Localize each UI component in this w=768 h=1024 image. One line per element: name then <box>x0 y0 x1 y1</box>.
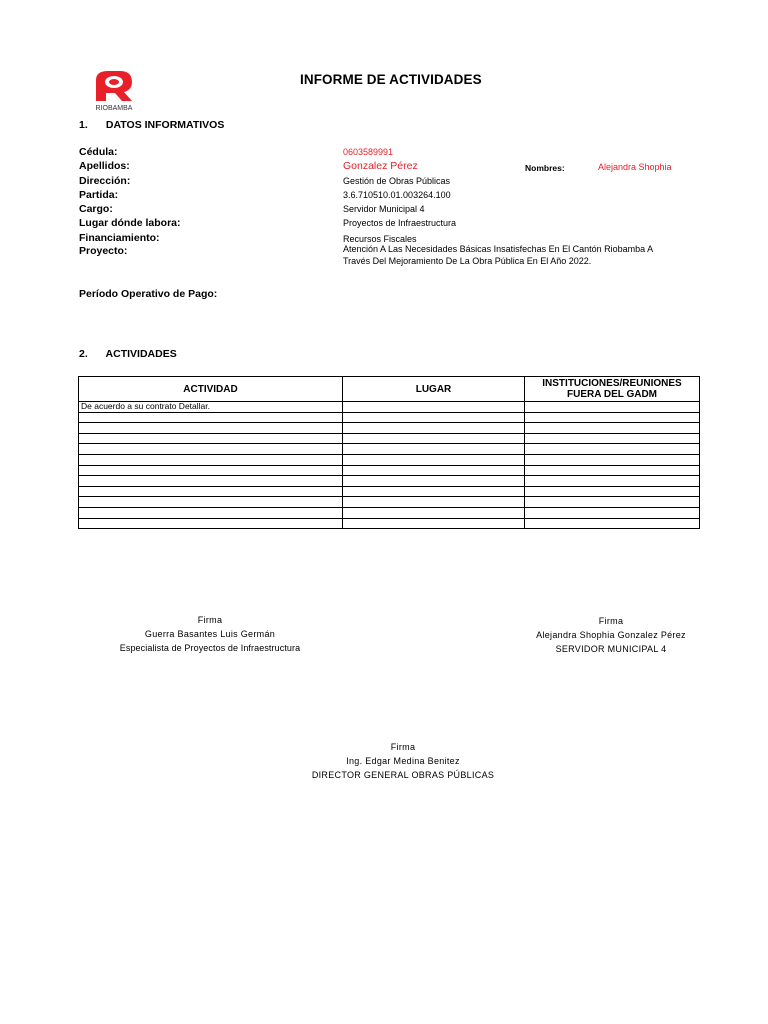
table-row <box>79 465 700 476</box>
financiamiento-value: Recursos Fiscales <box>343 234 417 244</box>
signer-role: Especialista de Proyectos de Infraestructura <box>119 643 301 653</box>
cell-actividad <box>79 433 343 444</box>
table-row <box>79 507 700 518</box>
cargo-value: Servidor Municipal 4 <box>343 204 425 214</box>
riobamba-logo <box>86 68 142 112</box>
cell-instituciones <box>525 465 700 476</box>
table-row <box>79 454 700 465</box>
cell-actividad <box>79 444 343 455</box>
firma-label: Firma <box>598 616 624 626</box>
cell-instituciones <box>525 518 700 529</box>
cell-lugar <box>343 433 525 444</box>
section-label: ACTIVIDADES <box>105 348 177 360</box>
signature-right <box>500 614 722 656</box>
cell-instituciones <box>525 486 700 497</box>
table-row <box>79 518 700 529</box>
cell-lugar <box>343 518 525 529</box>
proyecto-label: Proyecto: <box>79 245 128 257</box>
cell-lugar <box>343 465 525 476</box>
cargo-label: Cargo: <box>79 203 113 215</box>
header-actividad: ACTIVIDAD <box>79 377 343 402</box>
cell-instituciones <box>525 476 700 487</box>
apellidos-value: Gonzalez Pérez <box>343 160 418 172</box>
cell-instituciones <box>525 402 700 413</box>
table-row <box>79 433 700 444</box>
partida-label: Partida: <box>79 189 119 201</box>
cell-instituciones <box>525 454 700 465</box>
cell-instituciones <box>525 497 700 508</box>
table-row <box>79 497 700 508</box>
cell-instituciones <box>525 444 700 455</box>
cell-instituciones <box>525 507 700 518</box>
cell-actividad <box>79 497 343 508</box>
cell-lugar <box>343 507 525 518</box>
cell-lugar <box>343 497 525 508</box>
signature-bottom <box>258 740 548 782</box>
table-row <box>79 402 700 413</box>
section-number: 1. <box>79 119 88 131</box>
cell-instituciones <box>525 412 700 423</box>
proyecto-value-line1: Atención A Las Necesidades Básicas Insatisfechas En El Cantón Riobamba A <box>343 244 654 254</box>
apellidos-label: Apellidos: <box>79 160 130 172</box>
table-row <box>79 476 700 487</box>
cell-actividad <box>79 423 343 434</box>
cell-actividad <box>79 518 343 529</box>
nombres-label: Nombres: <box>525 163 565 173</box>
section-number: 2. <box>79 348 88 360</box>
cell-lugar <box>343 454 525 465</box>
signer-name: Ing. Edgar Medina Benitez <box>346 756 460 766</box>
partida-value: 3.6.710510.01.003264.100 <box>343 190 451 200</box>
header-instituciones: INSTITUCIONES/REUNIONES FUERA DEL GADM <box>525 377 700 402</box>
activities-table <box>78 376 700 529</box>
section-label: DATOS INFORMATIVOS <box>105 119 225 131</box>
direccion-label: Dirección: <box>79 175 131 187</box>
table-header-row <box>79 377 700 402</box>
signer-name: Alejandra Shophia Gonzalez Pérez <box>536 630 686 640</box>
signature-left <box>80 613 340 655</box>
nombres-value: Alejandra Shophia <box>598 162 672 172</box>
cell-lugar <box>343 402 525 413</box>
section-actividades <box>79 348 177 360</box>
cell-actividad <box>79 486 343 497</box>
financiamiento-label: Financiamiento: <box>79 232 160 244</box>
cell-actividad: De acuerdo a su contrato Detallar. <box>79 402 343 413</box>
cell-actividad <box>79 465 343 476</box>
proyecto-value-line2: Través Del Mejoramiento De La Obra Pública En El Año 2022. <box>343 256 592 266</box>
signer-role: DIRECTOR GENERAL OBRAS PÚBLICAS <box>311 770 495 780</box>
cell-actividad <box>79 412 343 423</box>
signer-role: SERVIDOR MUNICIPAL 4 <box>555 644 667 654</box>
logo-text: RIOBAMBA <box>95 105 133 112</box>
cell-instituciones <box>525 423 700 434</box>
table-row <box>79 412 700 423</box>
table-row <box>79 486 700 497</box>
cell-lugar <box>343 486 525 497</box>
direccion-value: Gestión de Obras Públicas <box>343 176 451 186</box>
lugar-label: Lugar dónde labora: <box>79 217 181 229</box>
section-datos-informativos <box>79 119 224 131</box>
cell-lugar <box>343 423 525 434</box>
table-row <box>79 423 700 434</box>
cell-lugar <box>343 444 525 455</box>
cell-actividad <box>79 507 343 518</box>
cell-actividad <box>79 454 343 465</box>
cedula-label: Cédula: <box>79 146 118 158</box>
lugar-value: Proyectos de Infraestructura <box>343 218 457 228</box>
table-row <box>79 444 700 455</box>
firma-label: Firma <box>197 615 223 625</box>
cell-lugar <box>343 476 525 487</box>
cedula-value: 0603589991 <box>343 147 394 157</box>
periodo-label: Período Operativo de Pago: <box>79 288 218 300</box>
signer-name: Guerra Basantes Luis Germán <box>144 629 276 639</box>
cell-lugar <box>343 412 525 423</box>
cell-actividad <box>79 476 343 487</box>
header-lugar: LUGAR <box>343 377 525 402</box>
cell-instituciones <box>525 433 700 444</box>
firma-label: Firma <box>390 742 416 752</box>
page-title: INFORME DE ACTIVIDADES <box>300 72 482 87</box>
